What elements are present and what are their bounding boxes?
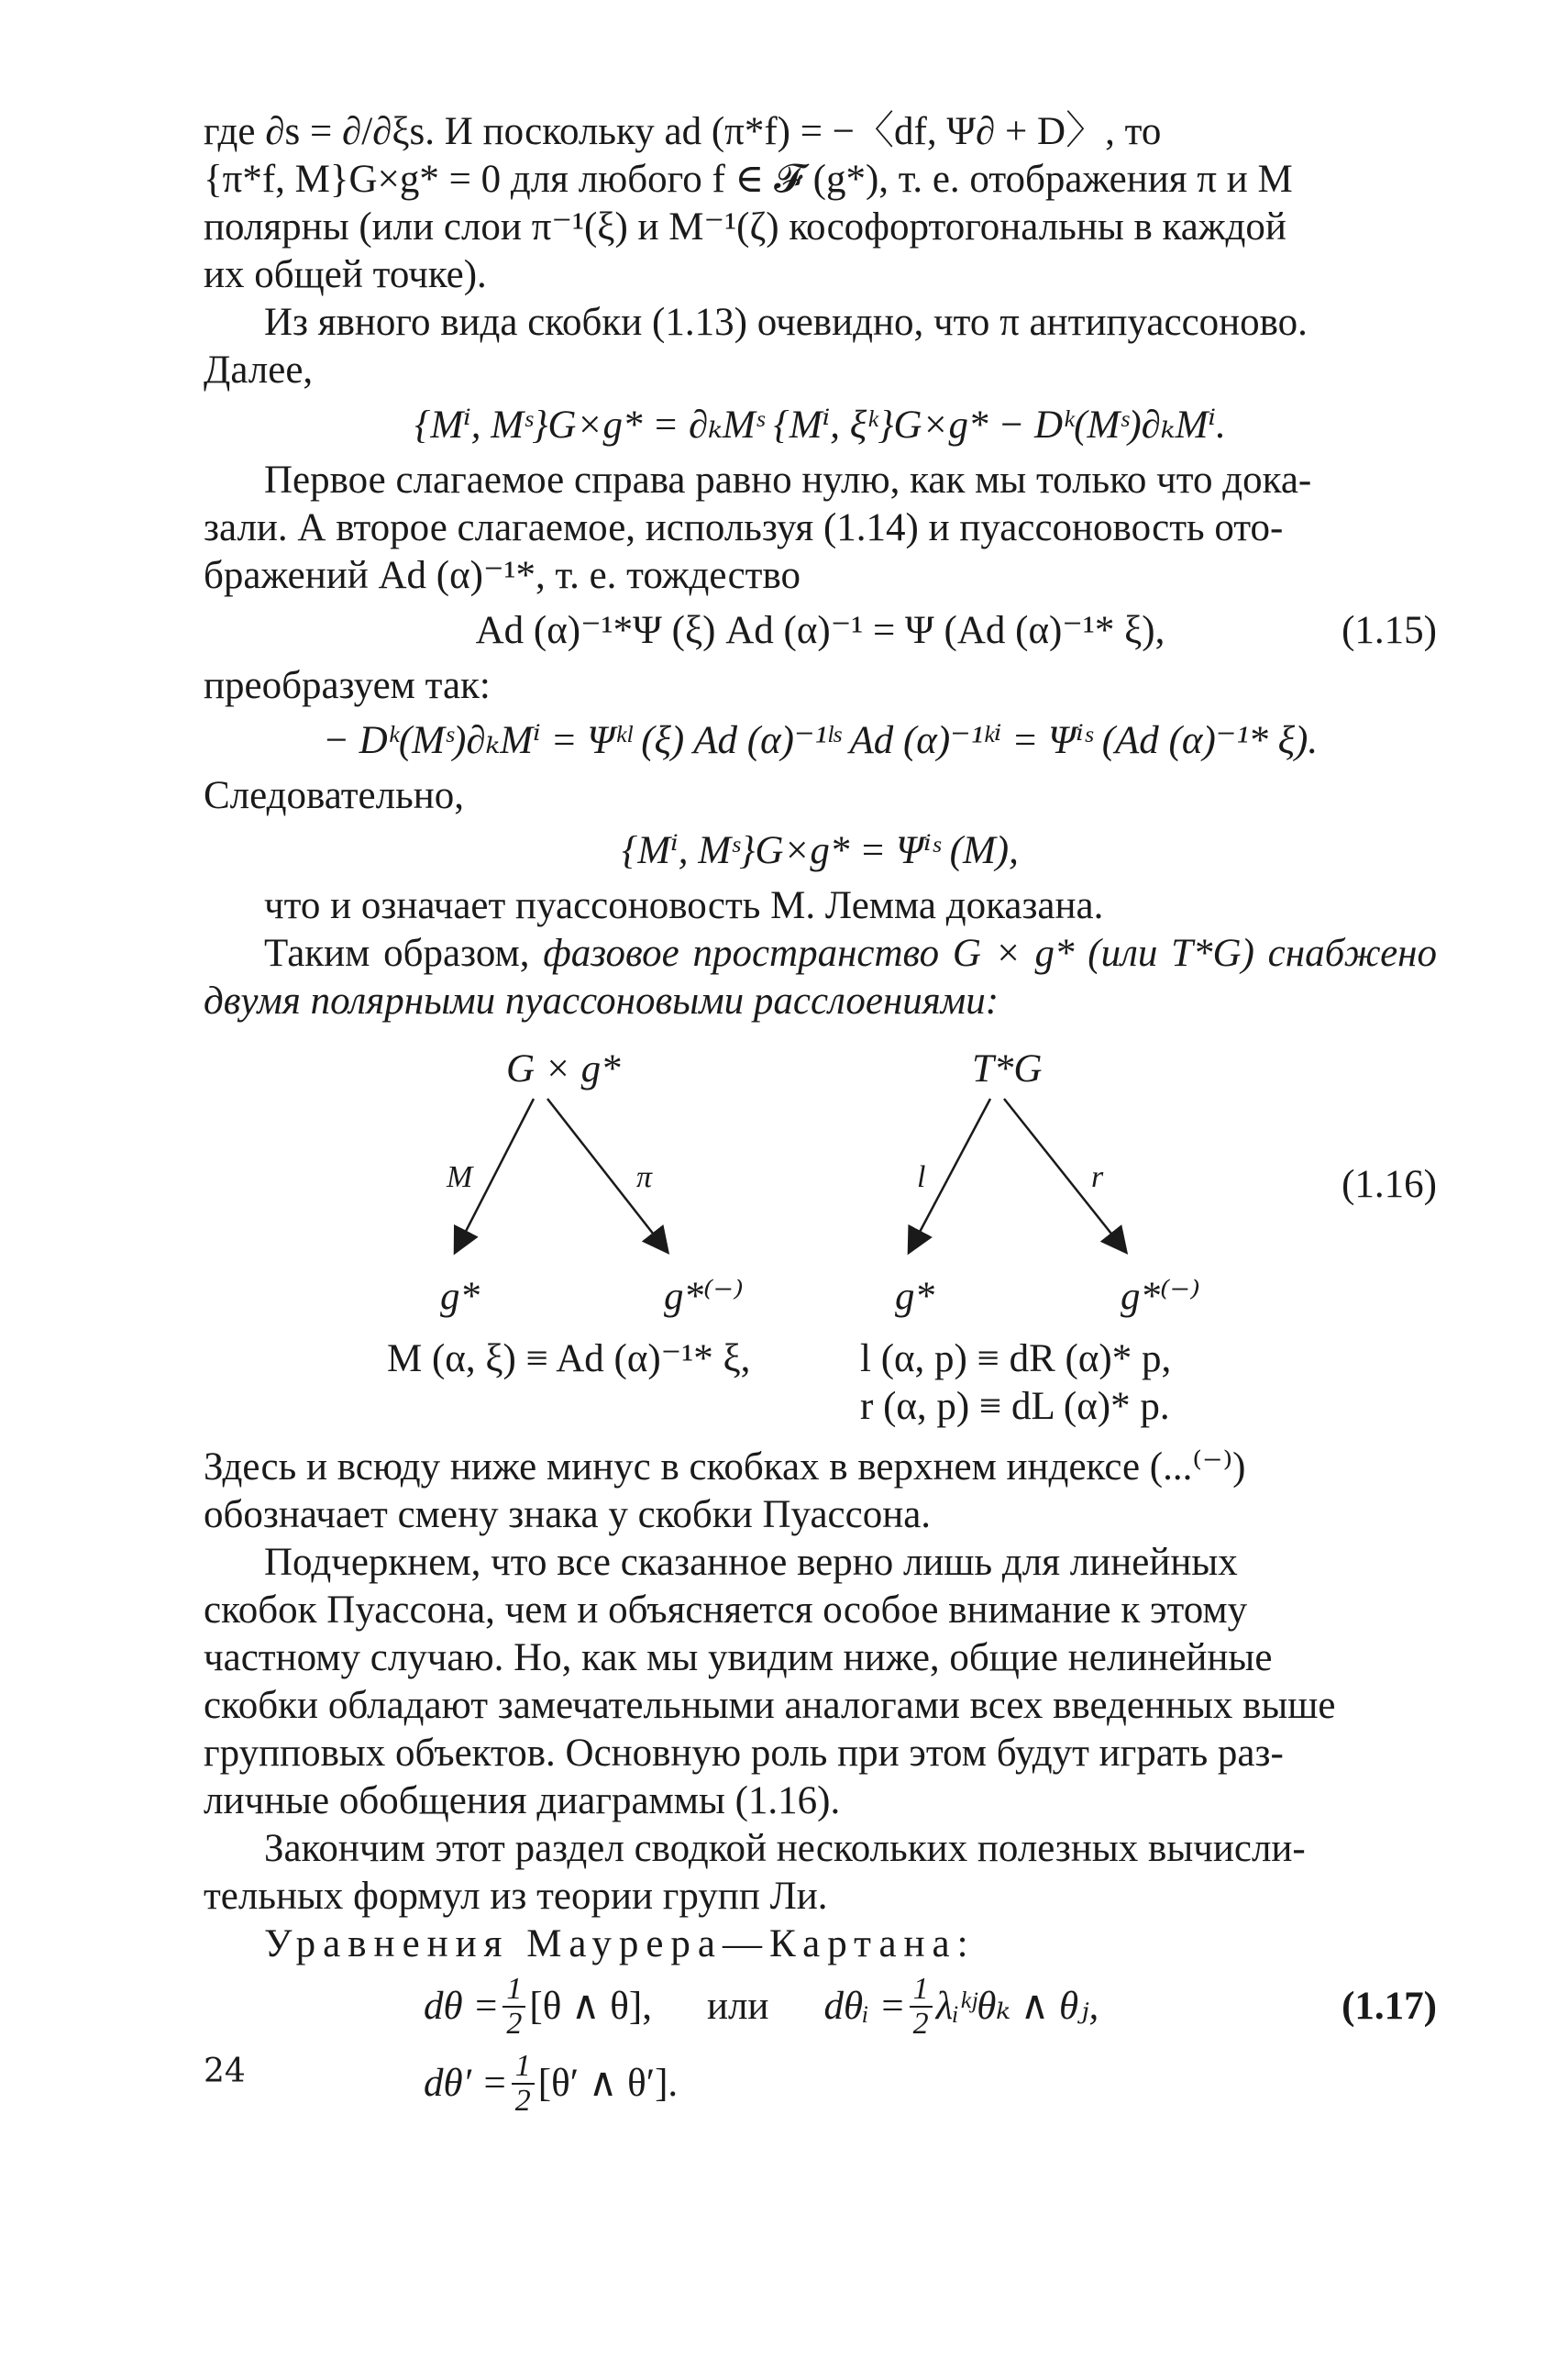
page-body (204, 108, 1437, 2122)
diagram-right-definition-l: l (α, p) ≡ dR (α)* p, (860, 1337, 1172, 1380)
paragraph-7: Таким образом, фазовое пространство G × g* (или T*G) снабжено двумя полярными пуассоновыми расслоениями: (204, 932, 1437, 1023)
formula-1-17-line2: dθ′ = $\frac{1}{2}$ [θ′ ∧ θ′]. (424, 2049, 679, 2118)
paragraph-4: преобразуем так: (204, 664, 491, 707)
diagram-right-bottom-right: g*⁽⁻⁾ (1121, 1275, 1200, 1318)
heading-maurer-cartan: Уравнения Маурера—Картана: (264, 1922, 976, 1965)
formula-result: {Mⁱ, Mˢ}G×g* = Ψⁱˢ (M), (622, 829, 1019, 872)
paragraph-5: Следовательно, (204, 774, 464, 817)
equation-label-1-16: (1.16) (1342, 1163, 1437, 1206)
equation-label-1-17: (1.17) (1342, 1985, 1437, 2028)
formula-transform: − Dᵏ(Mˢ)∂ₖMⁱ = Ψᵏˡ (ξ) Ad (α)⁻¹ˡˢ Ad (α)⁻¹ᵏⁱ = Ψⁱˢ (Ad (α)⁻¹* ξ). (322, 719, 1319, 762)
paragraph-3: Первое слагаемое справа равно нулю, как мы только что дока- зали. А второе слагаемое, используя (1.14) и пуассоновость ото- бражений Ad (α)⁻¹*, т. е. тождество (204, 459, 1312, 597)
diagram-left-bottom-right: g*⁽⁻⁾ (664, 1275, 744, 1318)
paragraph-10: Закончим этот раздел сводкой нескольких полезных вычисли- тельных формул из теории групп Ли. (204, 1827, 1306, 1918)
formula-1-15: Ad (α)⁻¹*Ψ (ξ) Ad (α)⁻¹ = Ψ (Ad (α)⁻¹* ξ), (1.15) (204, 600, 1437, 662)
diagram-left-bottom-left: g* (440, 1275, 480, 1318)
diagram-arrow-label-r: r (1091, 1160, 1104, 1194)
paragraph-1: где ∂s = ∂/∂ξs. И поскольку ad (π*f) = −〈df, Ψ∂ + D〉, то {π*f, M}G×g* = 0 для любого f ∈ 𝓕 (g*), т. е. отображения π и M полярны (или слои π⁻¹(ξ) и M⁻¹(ζ) кософортогональны в каждой их общей точке). (204, 110, 1293, 296)
formula-1-17-line1: dθ = $\frac{1}{2}$ [θ ∧ θ], или dθᵢ = $\frac{1}{2}$ λᵢᵏʲθₖ ∧ θⱼ, (1.17) (204, 1968, 1437, 2045)
diagram-left-definition: M (α, ξ) ≡ Ad (α)⁻¹* ξ, (387, 1337, 751, 1380)
paragraph-6: что и означает пуассоновость M. Лемма доказана. (264, 884, 1104, 927)
fraction-half: $\frac{1}{2}$ (502, 1973, 525, 2041)
diagram-arrow-label-M: M (447, 1160, 473, 1194)
arrow-r (1004, 1099, 1125, 1251)
diagram-right-bottom-left: g* (895, 1275, 934, 1318)
formula-poisson-M: {Mⁱ, Mˢ}G×g* = ∂ₖMˢ {Mⁱ, ξᵏ}G×g* − Dᵏ(Mˢ)∂ₖMⁱ. (414, 404, 1226, 447)
paragraph-8: Здесь и всюду ниже минус в скобках в верхнем индексе (...⁽⁻⁾) обозначает смену знака у скобки Пуассона. (204, 1445, 1246, 1536)
fraction-half-2: $\frac{1}{2}$ (910, 1973, 933, 2041)
diagram-arrow-label-pi: π (636, 1160, 653, 1194)
paragraph-2: Из явного вида скобки (1.13) очевидно, что π антипуассоново. Далее, (204, 301, 1308, 392)
page-number: 24 (204, 2053, 246, 2090)
diagram-arrow-label-l: l (917, 1160, 926, 1194)
diagram-left-top: G × g* (506, 1047, 621, 1090)
diagram-right-top: T*G (972, 1047, 1043, 1090)
diagram-1-16 (204, 1033, 1437, 1428)
equation-label-1-15: (1.15) (1342, 609, 1437, 652)
paragraph-9: Подчеркнем, что все сказанное верно лишь для линейных скобок Пуассона, чем и объясняется особое внимание к этому частному случаю. Но, как мы увидим ниже, общие нелинейные скобки обладают замечательными аналогами всех введенных выше групповых объектов. Основную роль при этом будут играть раз- личные обобщения диаграммы (1.16). (204, 1541, 1336, 1822)
fraction-half-3: $\frac{1}{2}$ (512, 2050, 535, 2118)
diagram-right-definition-r: r (α, p) ≡ dL (α)* p. (860, 1385, 1170, 1428)
